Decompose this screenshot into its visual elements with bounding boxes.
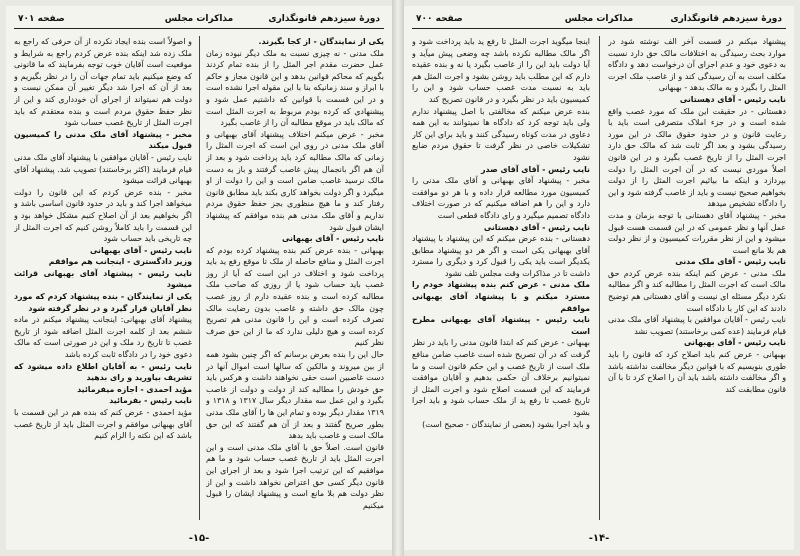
left-column-divider [199, 36, 200, 520]
left-page-column-right [206, 36, 384, 520]
paragraph: نایب رئیس - آقای آقای صدر [481, 164, 590, 174]
left-page-number: -۱۵- [188, 533, 210, 544]
paragraph: نایب رئیس - آقای دهستانی [679, 94, 786, 104]
paragraph: مخبر - پیشنهاد آقای دهستانی با توجه بزمان و مدت عمل آنها و نظر عمومی که در این قسمت هست قبول میشود و این از نظر مقررات کمیسیون و از نظر دولت هم بلا مانع است [608, 210, 786, 255]
paragraph: دهستانی - در حقیقت این ملک که مورد غصب واقع شده است و در جزء املاک متصرفی است باید با رعایت قانون و در حدود حقوق مالک در این مورد رسیدگی بشود و بعد اگر ثابت شد که مالک حق دارد اجرت المثل را از تاریخ غصب بگیرد و در این قانون اصلاً موردی نیست که در آن اجرت المثل را دولت بپردازد و اینکه ما بیائیم اجرت المثل را از دولت بخواهیم صحیح نیست و باید از غاصب گرفته شود و این را دادگاه تشخیص میدهد [608, 106, 786, 209]
right-header-title: مذاکرات مجلس [564, 14, 634, 24]
paragraph: نایب رئیس - بفرمائید [109, 396, 192, 406]
paragraph: و باید اجرا بشود (بعضی از نمایندگان - صحیح است) [422, 419, 590, 429]
paragraph: یکی از نمایندگان - بنده پیشنهاد کردم که مورد نظر آقایان قرار گیرد و در نظر گرفته شود [14, 292, 192, 313]
paragraph: مخبر - عرض میکنم اختلاف پیشنهاد آقای بهبهانی و آقای ملک مدنی در روی این است که اجرت المثل را زمانی که مالک مطالبه کرد باید پرداخت شود و بعد از آن هم اگر بانجمال پیش غاصب گرفتند و باز به دست مالک نرسید غاصب ضامن است و این را دولت از او میگیرد و اگر دولت بخواهد کاری بکند باید مطابق قانون رفتار کند و ما هیچ منظوری بجز حفظ حقوق مردم نداریم و آقای ملک مدنی هم بنده موافقم که پیشنهاد ایشان قبول شود [206, 129, 384, 232]
paragraph: و اصولاً است بنده ایجاد نکرده از آن حرفی که راجع به ملک زده شد اینکه بنده عرض کردم راجع به شرایط و موقعیت است آقایان خوب توجه بفرمایند که ما قانونی که وضع میکنیم باید تمام جهات آن را در نظر بگیریم و بعد از آن که اجرا شد دیگر تغییر آن ممکن نیست و دولت هم نمیتواند از اجرای آن خودداری کند و این از نظر حفظ حقوق مردم است و بنده معتقدم که باید اجرت المثل از تاریخ غصب حساب شود [14, 37, 192, 128]
paragraph: حال این را بنده بعرض برسانم که اگر چنین بشود همه از بین میروند و مالکین که سالها است اموال آنها در دست غاصبین است حقی نخواهند داشت و هرکس باید حق خودش را مطالبه کند از دولت و دولت از غاصب بگیرد و این عمل سه مقدار دیگر سال ۱۳۱۷ و ۱۳۱۸ و ۱۳۱۹ مقدار دیگر بوده و تمام این ها را آقای ملک مدنی بطور صریح گفتند و بعد از آن هم گفتند که این حق مالک است و غاصب باید بدهد [206, 350, 384, 441]
paragraph: پیشنهاد میکنم در قسمت آخر الف نوشته شود در موارد بحث رسیدگی به اختلافات مالک حق دارد نسبت به دعوی خود و عدم اجرای آن درخواست دهد و دادگاه مکلف است به آن رسیدگی کند و از غاصب ملک اجرت المثل را بگیرد و به مالک بدهد - بهبهانی [608, 37, 786, 93]
left-page-header [14, 12, 384, 28]
paragraph: نایب رئیس - آقای بهبهانی [282, 234, 384, 244]
paragraph: اینجا میگوید اجرت المثل تا رفع ید باید پرداخت شود و اگر مالک مطالبه نکرده باشد چه وضعی پیش میآید و آیا دولت باید این را از غاصب بگیرد یا نه و بنده عقیده دارم که این مطلب باید روشن بشود و اجرت المثل هم باید به نسبت مدت غصب حساب شود و این را کمیسیون باید در نظر بگیرد و در قانون تصریح کند [412, 37, 590, 104]
paragraph: بنده عرض میکنم که مخالفتی با اصل پیشنهاد ندارم ولی باید توجه کرد که دادگاه ها نمیتوانند به این همه دعاوی در مدت کوتاه رسیدگی کنند و باید برای این کار تشکیلات خاصی در نظر گرفت تا حقوق مردم ضایع نشود [412, 106, 590, 162]
left-header-rule [14, 28, 384, 29]
paragraph: مؤید احمدی - اجازه میفرمائید [77, 384, 192, 394]
paragraph: بهبهانی - بنده عرض کنم بنده پیشنهاد کرده بودم که اجرت المثل و منافع حاصله از ملک تا موقع رفع ید باید پرداخت شود و اختلاف در این است که آیا از روز غصب باید حساب شود یا از روزی که صاحب ملک مطالبه کرده است و بنده عقیده دارم از روز غصب چون مالک حق داشته و غاصب بدون رضایت مالک تصرف کرده است و این را قانون مدنی هم تصریح کرده است و هیچ دلیلی ندارد که ما از این حق صرف نظر کنیم [206, 245, 384, 348]
left-header-title: مذاکرات مجلس [164, 14, 234, 24]
paragraph: نایب رئیس - آقای بهبهانی [684, 338, 786, 348]
left-header-page: صفحه ۷۰۱ [18, 14, 65, 24]
paragraph: مؤید احمدی - عرض کنم که بنده هم در این قسمت با آقای بهبهانی موافقم و اجرت المثل باید از تاریخ غصب باشد که این نکته را الزام کنیم [14, 408, 192, 441]
paragraph: نایب رئیس - آقای ملک مدنی [675, 257, 786, 267]
paragraph: نایب رئیس - به آقایان اطلاع داده میشود که تشریف بیاورید و رای بدهید [14, 361, 192, 383]
right-header-session: دورهٔ سیزدهم قانونگذاری [670, 14, 782, 24]
paragraph: دهستانی - بنده عرض میکنم که این پیشنهاد با پیشنهاد آقای بهبهانی یکی است و اگر هر دو پیشنهاد مطابق یکدیگر است باید یکی را قبول کرد و دیگری را مسترد داشت تا در مذاکرات وقت مجلس تلف نشود [412, 234, 590, 278]
right-page-header [412, 12, 786, 28]
paragraph: مخبر - پیشنهاد آقای بهبهانی و آقای ملک مدنی را کمیسیون مورد مطالعه قرار داده و با هر دو موافقت دارد و این را هم اضافه میکنیم که در صورت اختلاف دادگاه تصمیم میگیرد و رای دادگاه قطعی است [412, 176, 590, 220]
left-header-session: دورهٔ سیزدهم قانونگذاری [268, 14, 380, 24]
paragraph: قانون است. اصلاً حق با آقای ملک مدنی است و این اجرت المثل باید از تاریخ غصب حساب شود و ما هم موافقیم که این ترتیب اجرا شود و بعد از اجرای این قانون دیگر کسی حق اعتراض نخواهد داشت و این از نظر دولت هم بلا مانع است و پیشنهاد ایشان را قبول میکنیم [206, 442, 384, 510]
right-column-divider [599, 36, 600, 520]
paragraph: یکی از نمایندگان - از کجا بگیرند. [258, 37, 384, 46]
paragraph: وزیر دادگستری - اینجانب هم موافقم [48, 257, 192, 267]
paragraph: نایب رئیس - آقای دهستانی [483, 222, 590, 232]
right-page-column-left [412, 36, 590, 520]
paragraph: ملک مدنی - عرض کنم اینکه بنده عرض کردم حق مالک است که اجرت المثل را مطالبه کند و اگر مطالبه نکرد دیگر مسئله ای نیست و آقای دهستانی هم توضیح دادند که این کار با دادگاه است [608, 268, 786, 313]
paragraph: ملک مدنی - عرض کنم بنده پیشنهاد خودم را مسترد میکنم و با پیشنهاد آقای بهبهانی موافقم [412, 280, 590, 313]
paragraph: نایب رئیس - آقایان موافقین با پیشنهاد آقای ملک مدنی قیام فرمایند (عده کمی برخاستند) تصویب نشد [608, 315, 786, 336]
paragraph: بهبهانی - عرض کنم که ابتدا قانون مدنی را باید در نظر گرفت که در آن تصریح شده است غاصب ضامن منافع ملک است از تاریخ غصب و این حکم قانون است و ما نمیتوانیم برخلاف آن حکمی بدهیم و آقایان موافقت فرمایند که این قسمت اصلاح شود و اجرت المثل از تاریخ غصب تا رفع ید از ملک حساب شود و باید اجرا بشود [412, 338, 590, 417]
right-page [404, 6, 794, 550]
paragraph: پیشنهاد آقای بهبهانی: اینجانب پیشنهاد میکنم در ماده ششم بعد از کلمه اجرت المثل اضافه شود از تاریخ غصب تا تاریخ رد ملک و این در صورتی است که مالک دعوی خود را در دادگاه ثابت کرده باشد [14, 315, 192, 360]
book-gutter [392, 0, 404, 556]
paragraph: ملک مدنی - نه چیزی نسبت به ملک دیگر نبوده زمان عمل حضرت مقدم اجر المثل را از بنده تمام کردند بگویم که محاکم قوانین بدهد و این قانون مجاز و حاکم با ابراز و سند زمانیکه بنا با این مقوله اجرا نشده است و در این قسمت با قوانین که داشتیم عمل شود و پیشنهادی که کرده بودم مربوط به اجرت المثل است که مالک باید در موقع مطالبه آن را از غاصب بگیرد [206, 48, 384, 128]
paragraph: نایب رئیس - پیشنهاد آقای بهبهانی مطرح است [412, 315, 590, 336]
left-page-column-left [14, 36, 192, 520]
paragraph: مخبر - بنده عرض کردم که این قانون را دولت میخواهد اجرا کند و باید در حدود قانون اساسی باشد و اگر بخواهیم بعد از آن اصلاح کنیم مشکل خواهد بود و این قسمت را باید کاملاً روشن کنیم که اجرت المثل از چه تاریخی باید حساب شود [14, 187, 192, 244]
paragraph: بهبهانی - عرض کنم باید اصلاح کرد که قانون را باید طوری بنویسیم که با قوانین دیگر مخالفت نداشته باشد و اگر مخالفت داشته باشد باید آن را اصلاح کرد تا با آن قانون مطابقت کند [608, 350, 786, 394]
paragraph: نایب رئیس - پیشنهاد آقای بهبهانی قرائت میشود [14, 268, 192, 290]
right-page-column-right [608, 36, 786, 520]
paragraph: نایب رئیس - آقای بهبهانی [90, 245, 192, 255]
right-page-number: -۱۴- [588, 533, 610, 544]
left-page [6, 6, 392, 550]
paragraph: مخبر - پیشنهاد آقای ملک مدنی را کمیسیون قبول میکند [14, 129, 192, 151]
right-header-rule [412, 28, 786, 29]
right-header-page: صفحه ۷۰۰ [416, 14, 463, 24]
paragraph: نایب رئیس - آقایان موافقین با پیشنهاد آقای ملک مدنی قیام فرمایند (اکثر برخاستند) تصویب شد. پیشنهاد آقای بهبهانی قرائت میشود [14, 152, 192, 186]
